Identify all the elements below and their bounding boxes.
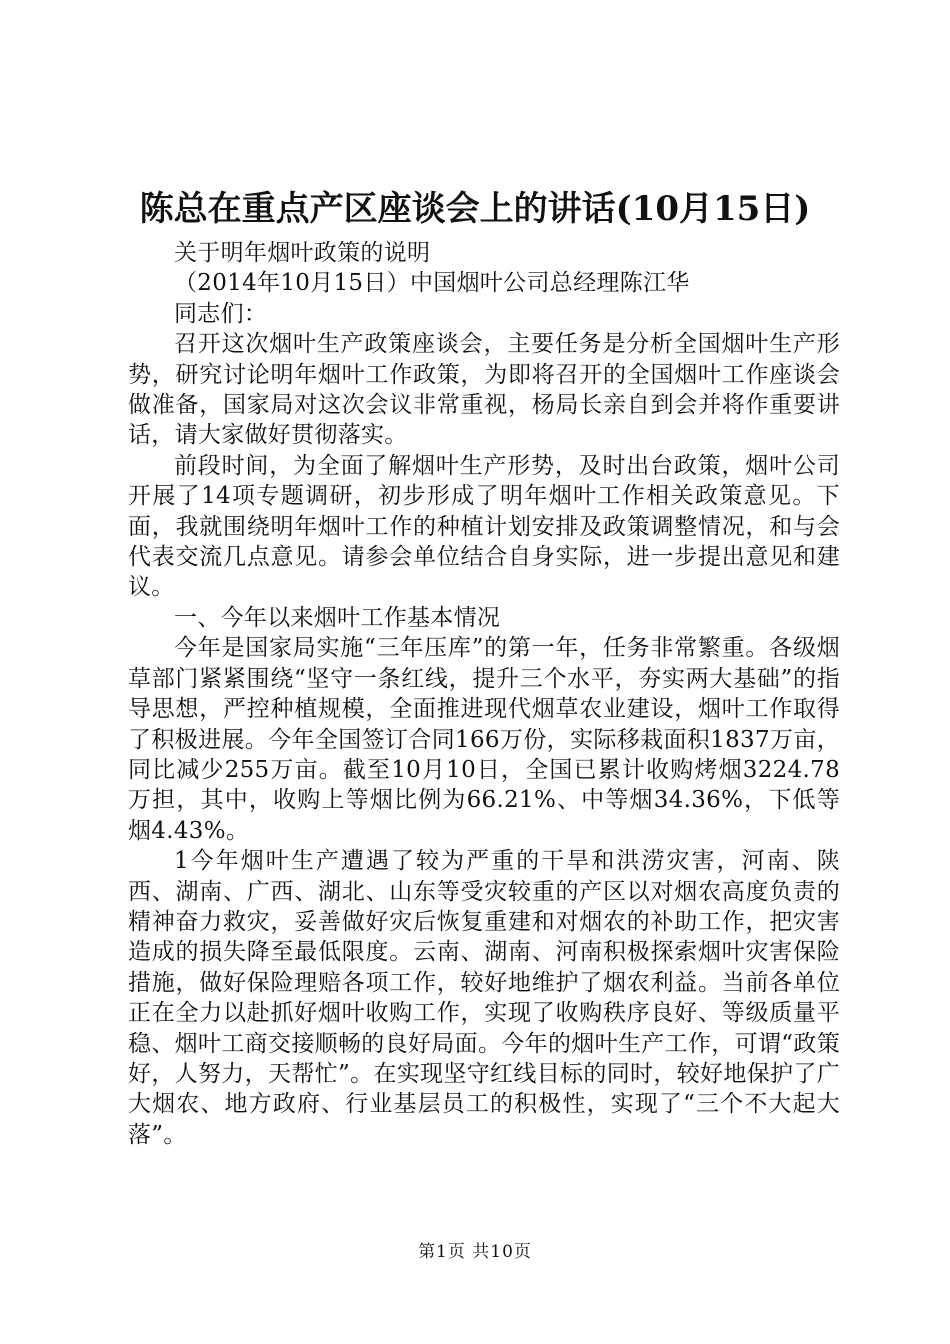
- document-title: 陈总在重点产区座谈会上的讲话(10月15日): [139, 189, 811, 229]
- salutation: 同志们：: [174, 300, 268, 327]
- paragraph: 1今年烟叶生产遭遇了较为严重的干旱和洪涝灾害，河南、陕西、湖南、广西、湖北、山东等受灾较重的产区以对烟农高度负责的精神奋力救灾，妥善做好灾后恢复重建和对烟农的补助工作，把灾害造成的损失降至最低限度。云南、湖南、河南积极探索烟叶灾害保险措施，做好保险理赔各项工作，较好地维护了烟农利益。当前各单位正在全力以赴抓好烟叶收购工作，实现了收购秩序良好、等级质量平稳、烟叶工商交接顺畅的良好局面。今年的烟叶生产工作，可谓“政策好，人努力，天帮忙”。在实现坚守红线目标的同时，较好地保护了广大烟农、地方政府、行业基层员工的积极性，实现了“三个不大起大落”。: [128, 848, 840, 1148]
- paragraph: 今年是国家局实施“三年压库”的第一年，任务非常繁重。各级烟草部门紧紧围绕“坚守一条红线，提升三个水平，夯实两大基础”的指导思想，严控种植规模，全面推进现代烟草农业建设，烟叶工作取得了积极进展。今年全国签订合同166万份，实际移栽面积1837万亩，同比减少255万亩。截至10月10日，全国已累计收购烤烟3224.78万担，其中，收购上等烟比例为66.21%、中等烟34.36%，下低等烟4.43%。: [128, 635, 840, 844]
- date-author-line: （2014年10月15日）中国烟叶公司总经理陈江华: [174, 270, 690, 297]
- paragraph: 召开这次烟叶生产政策座谈会，主要任务是分析全国烟叶生产形势，研究讨论明年烟叶工作政策，为即将召开的全国烟叶工作座谈会做准备，国家局对这次会议非常重视，杨局长亲自到会并将作重要讲话，请大家做好贯彻落实。: [128, 331, 840, 449]
- page-number-footer: 第1页 共10页: [418, 1242, 532, 1262]
- document-body: [128, 238, 840, 1150]
- subtitle-line: 关于明年烟叶政策的说明: [174, 240, 431, 266]
- paragraph: 前段时间，为全面了解烟叶生产形势，及时出台政策，烟叶公司开展了14项专题调研，初步形成了明年烟叶工作相关政策意见。下面，我就围绕明年烟叶工作的种植计划安排及政策调整情况，和与会代表交流几点意见。请参会单位结合自身实际，进一步提出意见和建议。: [128, 452, 840, 601]
- section-heading: 一、今年以来烟叶工作基本情况: [174, 604, 501, 631]
